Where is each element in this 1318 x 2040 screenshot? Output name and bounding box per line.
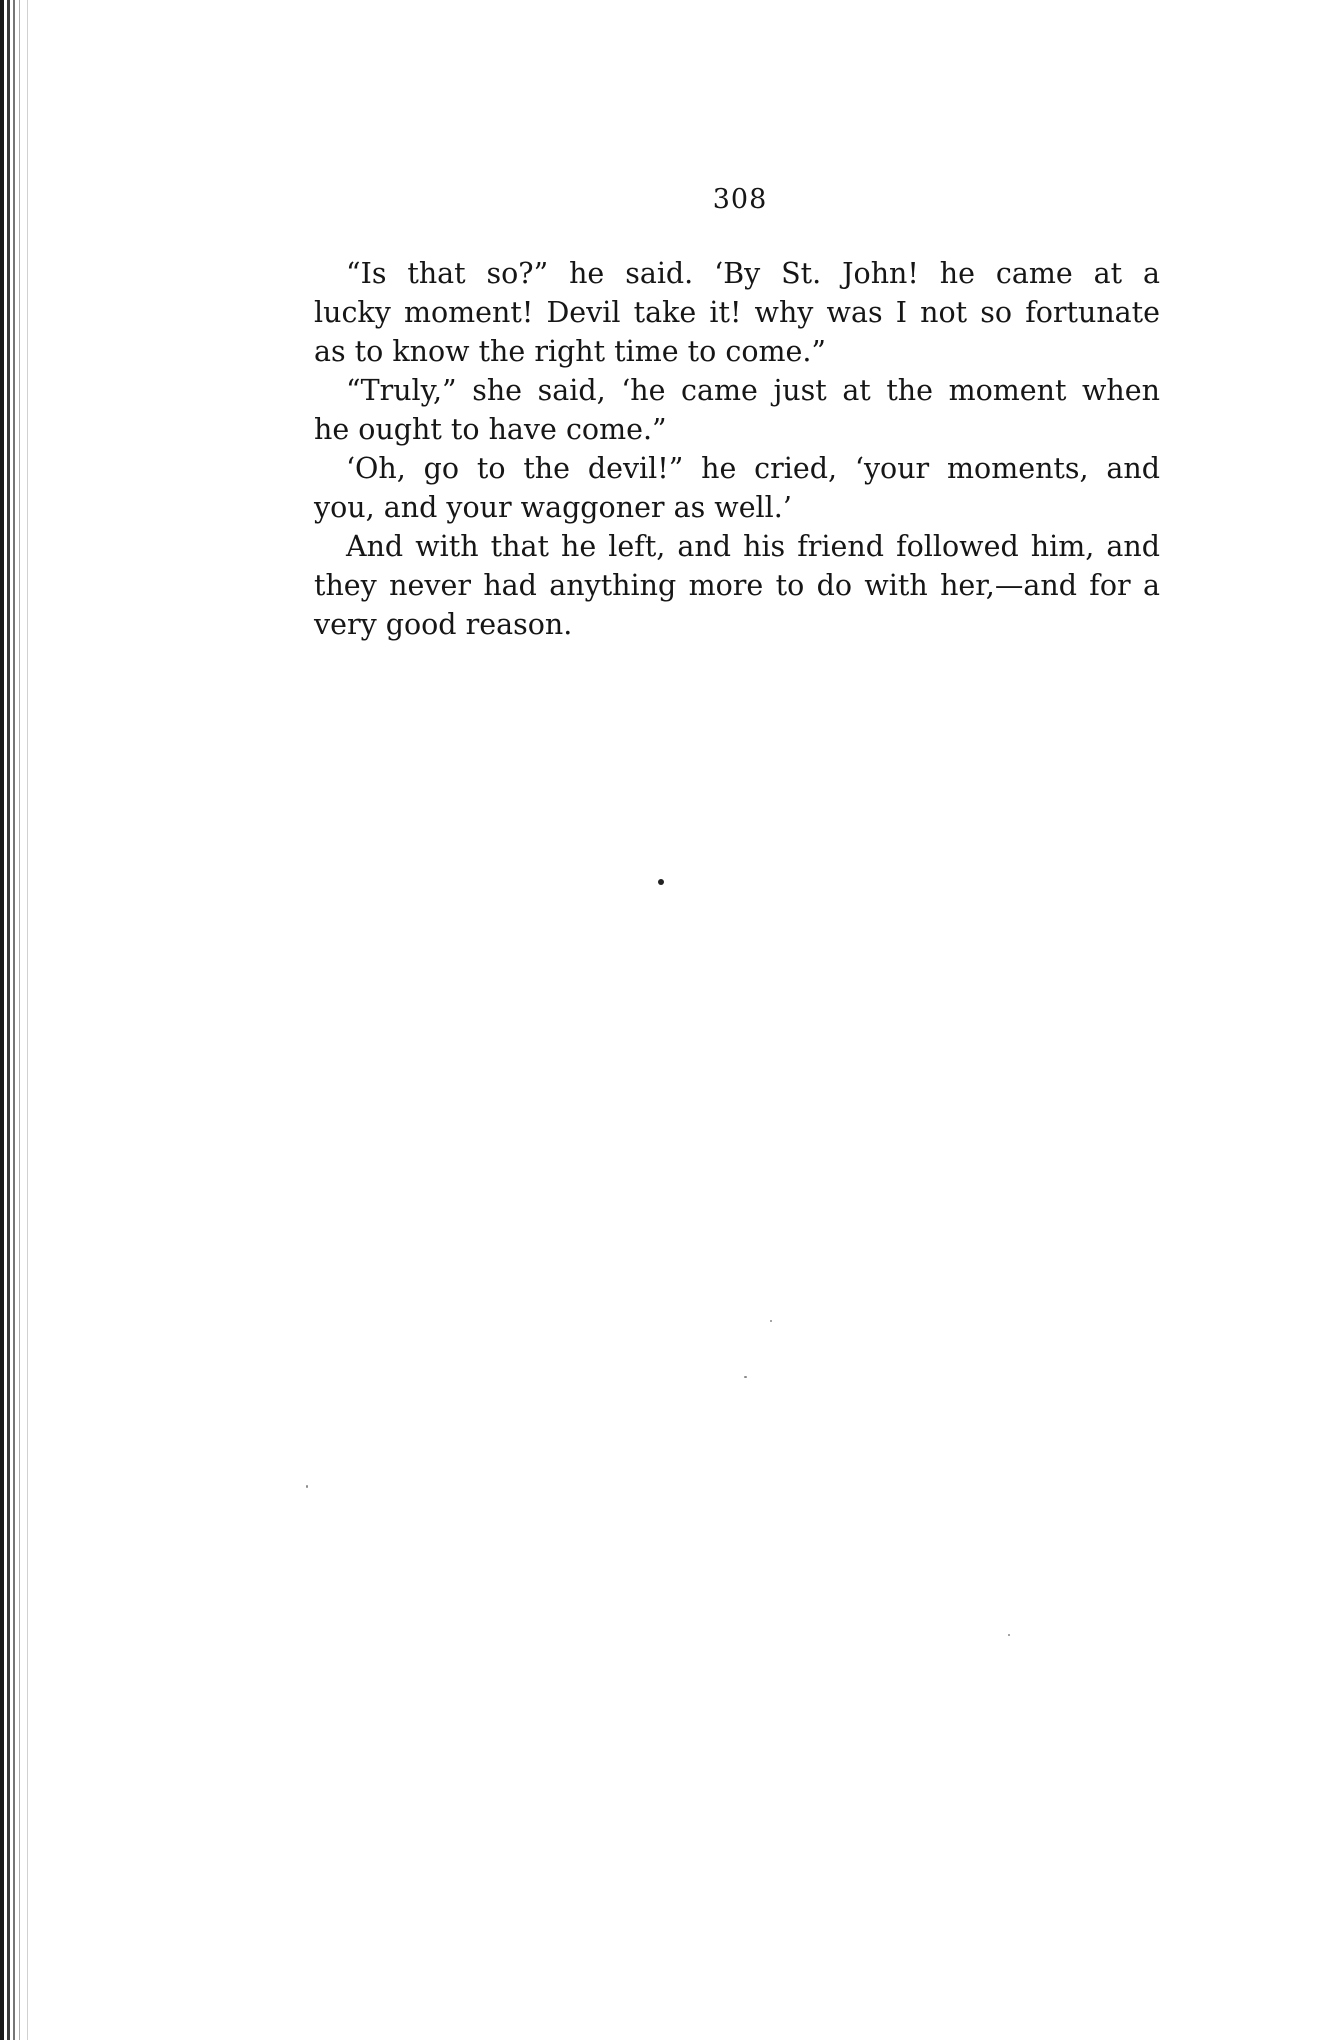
scan-speck — [770, 1320, 772, 1322]
body-text — [314, 254, 1160, 644]
text-line: he ought to have come.” — [314, 413, 667, 446]
text-line: “Is that so?” he said. ‘By St. John! he came at a — [346, 257, 1160, 290]
paragraph — [314, 371, 1160, 449]
scan-gutter — [0, 0, 40, 2040]
text-line: they never had anything more to do with her,—and for a — [314, 569, 1160, 602]
ink-dot — [658, 879, 664, 885]
scan-speck — [306, 1485, 308, 1488]
paragraph — [314, 254, 1160, 371]
paragraph — [314, 449, 1160, 527]
paragraph — [314, 527, 1160, 644]
text-line: very good reason. — [314, 608, 573, 641]
text-line: you, and your waggoner as well.’ — [314, 491, 792, 524]
text-line: And with that he left, and his friend followed him, and — [346, 530, 1160, 563]
scan-speck — [744, 1376, 747, 1378]
text-line: as to know the right time to come.” — [314, 335, 826, 368]
page-number: 308 — [712, 184, 768, 215]
scan-speck — [1008, 1634, 1010, 1636]
text-line: “Truly,” she said, ‘he came just at the moment when — [346, 374, 1160, 407]
text-line: ‘Oh, go to the devil!” he cried, ‘your moments, and — [346, 452, 1160, 485]
text-line: lucky moment! Devil take it! why was I not so fortunate — [314, 296, 1160, 329]
